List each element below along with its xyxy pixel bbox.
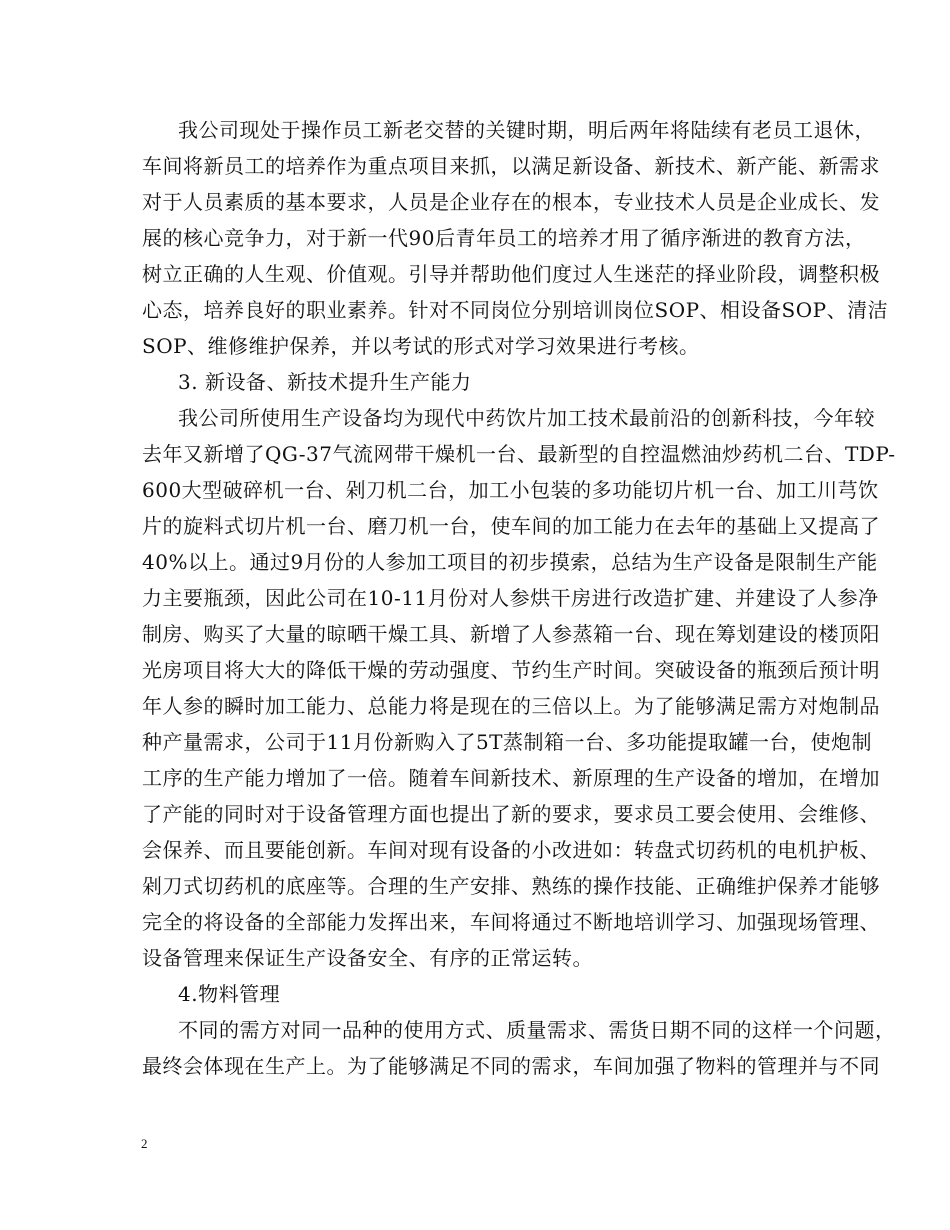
paragraph-line: 设备管理来保证生产设备安全、有序的正常运转。 <box>142 946 593 970</box>
paragraph-line: 了产能的同时对于设备管理方面也提出了新的要求，要求员工要会使用、会维修、 <box>142 802 880 826</box>
paragraph-line: 展的核心竞争力，对于新一代90后青年员工的培养才用了循序渐进的教育方法， <box>142 226 866 250</box>
section-heading: 3. 新设备、新技术提升生产能力 <box>178 370 472 394</box>
paragraph-line: 最终会体现在生产上。为了能够满足不同的需求，车间加强了物料的管理并与不同 <box>142 1054 880 1078</box>
paragraph-line: 600大型破碎机一台、剁刀机二台，加工小包装的多功能切片机一台、加工川芎饮 <box>142 478 879 502</box>
paragraph-line: 完全的将设备的全部能力发挥出来，车间将通过不断地培训学习、加强现场管理、 <box>142 910 880 934</box>
paragraph-line: 光房项目将大大的降低干燥的劳动强度、节约生产时间。突破设备的瓶颈后预计明 <box>142 658 880 682</box>
paragraph-line: 制房、购买了大量的晾晒干燥工具、新增了人参蒸箱一台、现在筹划建设的楼顶阳 <box>142 622 880 646</box>
paragraph-line: 去年又新增了QG-37气流网带干燥机一台、最新型的自控温燃油炒药机二台、TDP- <box>142 442 896 466</box>
paragraph-line: 树立正确的人生观、价值观。引导并帮助他们度过人生迷茫的择业阶段，调整积极 <box>142 262 880 286</box>
paragraph-line: 心态，培养良好的职业素养。针对不同岗位分别培训岗位SOP、相设备SOP、清洁 <box>142 298 889 322</box>
page-number: 2 <box>141 1136 148 1151</box>
paragraph-line: 片的旋料式切片机一台、磨刀机一台，使车间的加工能力在去年的基础上又提高了 <box>142 514 880 538</box>
paragraph-line: 会保养、而且要能创新。车间对现有设备的小改进如：转盘式切药机的电机护板、 <box>142 838 880 862</box>
paragraph-line: SOP、维修维护保养，并以考试的形式对学习效果进行考核。 <box>142 334 700 358</box>
paragraph-line: 剁刀式切药机的底座等。合理的生产安排、熟练的操作技能、正确维护保养才能够 <box>142 874 880 898</box>
paragraph-line: 车间将新员工的培养作为重点项目来抓，以满足新设备、新技术、新产能、新需求 <box>142 154 880 178</box>
paragraph-line: 种产量需求，公司于11月份新购入了5T蒸制箱一台、多功能提取罐一台，使炮制 <box>142 730 873 754</box>
paragraph-line: 我公司所使用生产设备均为现代中药饮片加工技术最前沿的创新科技，今年较 <box>178 406 875 430</box>
paragraph-line: 我公司现处于操作员工新老交替的关键时期，明后两年将陆续有老员工退休， <box>178 118 875 142</box>
paragraph-line: 对于人员素质的基本要求，人员是企业存在的根本，专业技术人员是企业成长、发 <box>142 190 880 214</box>
section-heading: 4.物料管理 <box>178 982 281 1006</box>
paragraph-line: 年人参的瞬时加工能力、总能力将是现在的三倍以上。为了能够满足需方对炮制品 <box>142 694 880 718</box>
paragraph-line: 40%以上。通过9月份的人参加工项目的初步摸索，总结为生产设备是限制生产能 <box>142 550 878 574</box>
paragraph-line: 力主要瓶颈，因此公司在10-11月份对人参烘干房进行改造扩建、并建设了人参净 <box>142 586 879 610</box>
paragraph-line: 不同的需方对同一品种的使用方式、质量需求、需货日期不同的这样一个问题， <box>178 1018 896 1042</box>
paragraph-line: 工序的生产能力增加了一倍。随着车间新技术、新原理的生产设备的增加，在增加 <box>142 766 880 790</box>
